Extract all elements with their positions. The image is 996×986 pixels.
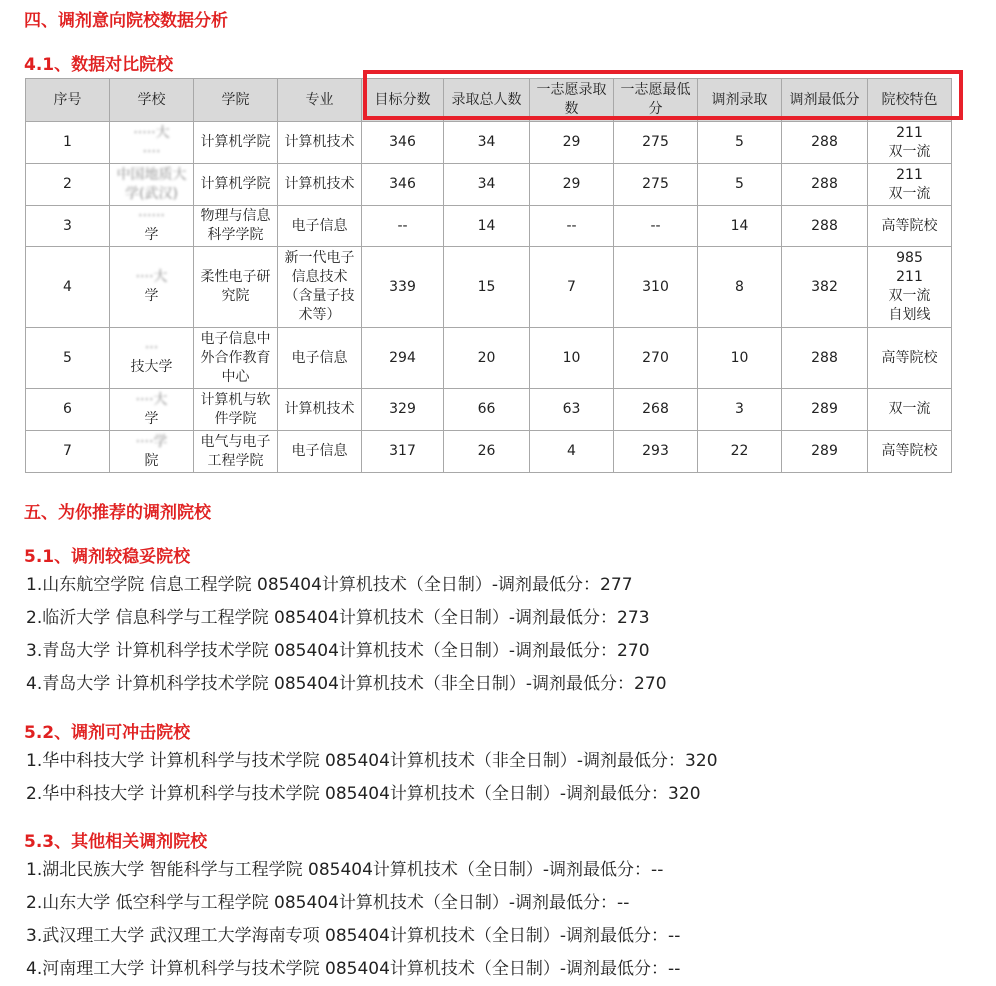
cell-adjust-min: 289 — [782, 389, 868, 431]
cell-no: 3 — [26, 206, 110, 247]
cell-first-min: 293 — [614, 431, 698, 473]
cell-total: 15 — [444, 247, 530, 328]
col-header: 院校特色 — [868, 79, 952, 122]
cell-school: ····大 学 — [110, 247, 194, 328]
table-row — [26, 164, 952, 206]
table-row — [26, 206, 952, 247]
cell-no: 5 — [26, 328, 110, 389]
cell-first: 29 — [530, 122, 614, 164]
table-header-row — [26, 79, 952, 122]
cell-college: 物理与信息科学学院 — [194, 206, 278, 247]
cell-target: 329 — [362, 389, 444, 431]
cell-major: 电子信息 — [278, 431, 362, 473]
cell-first: 29 — [530, 164, 614, 206]
cell-first-min: 268 — [614, 389, 698, 431]
list-item: 2.华中科技大学 计算机科学与技术学院 085404计算机技术（全日制）-调剂最低分：320 — [26, 784, 701, 804]
cell-feature: 高等院校 — [868, 328, 952, 389]
cell-school: 中国地质大 学(武汉) — [110, 164, 194, 206]
cell-first: 10 — [530, 328, 614, 389]
list-item: 4.河南理工大学 计算机科学与技术学院 085404计算机技术（全日制）-调剂最低分：-- — [26, 959, 681, 979]
col-header: 一志愿录取数 — [530, 79, 614, 122]
cell-major: 电子信息 — [278, 328, 362, 389]
cell-school: ····学 院 — [110, 431, 194, 473]
cell-school: ·····大 ···· — [110, 122, 194, 164]
cell-target: 294 — [362, 328, 444, 389]
cell-total: 34 — [444, 122, 530, 164]
reach-list — [26, 745, 718, 811]
cell-total: 34 — [444, 164, 530, 206]
cell-adjust: 14 — [698, 206, 782, 247]
cell-college: 电气与电子工程学院 — [194, 431, 278, 473]
cell-college: 计算机与软件学院 — [194, 389, 278, 431]
cell-first-min: 270 — [614, 328, 698, 389]
cell-no: 4 — [26, 247, 110, 328]
col-header: 录取总人数 — [444, 79, 530, 122]
col-header: 调剂录取 — [698, 79, 782, 122]
cell-first-min: 310 — [614, 247, 698, 328]
other-list — [26, 854, 680, 986]
cell-feature: 985 211 双一流 自划线 — [868, 247, 952, 328]
cell-no: 7 — [26, 431, 110, 473]
cell-school: ··· 技大学 — [110, 328, 194, 389]
cell-no: 6 — [26, 389, 110, 431]
cell-adjust: 5 — [698, 122, 782, 164]
cell-adjust-min: 288 — [782, 206, 868, 247]
cell-first-min: -- — [614, 206, 698, 247]
table-row — [26, 122, 952, 164]
cell-adjust: 3 — [698, 389, 782, 431]
cell-adjust-min: 289 — [782, 431, 868, 473]
cell-target: 339 — [362, 247, 444, 328]
table-row — [26, 389, 952, 431]
col-header: 序号 — [26, 79, 110, 122]
stable-list — [26, 569, 667, 701]
list-item: 3.青岛大学 计算机科学技术学院 085404计算机技术（全日制）-调剂最低分：270 — [26, 641, 650, 661]
list-item: 1.华中科技大学 计算机科学与技术学院 085404计算机技术（非全日制）-调剂最低分：320 — [26, 751, 718, 771]
cell-first: 63 — [530, 389, 614, 431]
list-item: 3.武汉理工大学 武汉理工大学海南专项 085404计算机技术（全日制）-调剂最低分：-- — [26, 926, 681, 946]
cell-major: 电子信息 — [278, 206, 362, 247]
cell-adjust: 22 — [698, 431, 782, 473]
cell-adjust-min: 288 — [782, 164, 868, 206]
cell-school: ····大 学 — [110, 389, 194, 431]
col-header: 一志愿最低分 — [614, 79, 698, 122]
cell-major: 计算机技术 — [278, 389, 362, 431]
cell-major: 计算机技术 — [278, 164, 362, 206]
col-header: 目标分数 — [362, 79, 444, 122]
col-header: 学院 — [194, 79, 278, 122]
cell-first: -- — [530, 206, 614, 247]
cell-major: 计算机技术 — [278, 122, 362, 164]
cell-feature: 高等院校 — [868, 431, 952, 473]
cell-adjust: 10 — [698, 328, 782, 389]
col-header: 调剂最低分 — [782, 79, 868, 122]
section5-1-title: 5.1、调剂较稳妥院校 — [24, 547, 191, 567]
cell-no: 1 — [26, 122, 110, 164]
cell-college: 计算机学院 — [194, 122, 278, 164]
table-row — [26, 328, 952, 389]
list-item: 2.临沂大学 信息科学与工程学院 085404计算机技术（全日制）-调剂最低分：273 — [26, 608, 650, 628]
cell-target: 346 — [362, 164, 444, 206]
cell-target: 346 — [362, 122, 444, 164]
cell-total: 26 — [444, 431, 530, 473]
cell-target: 317 — [362, 431, 444, 473]
cell-feature: 211 双一流 — [868, 164, 952, 206]
cell-adjust-min: 382 — [782, 247, 868, 328]
cell-adjust-min: 288 — [782, 328, 868, 389]
list-item: 2.山东大学 低空科学与工程学院 085404计算机技术（全日制）-调剂最低分：-- — [26, 893, 630, 913]
cell-major: 新一代电子信息技术（含量子技术等） — [278, 247, 362, 328]
list-item: 1.湖北民族大学 智能科学与工程学院 085404计算机技术（全日制）-调剂最低分：-- — [26, 860, 664, 880]
cell-no: 2 — [26, 164, 110, 206]
cell-first: 7 — [530, 247, 614, 328]
cell-first-min: 275 — [614, 164, 698, 206]
cell-first-min: 275 — [614, 122, 698, 164]
cell-school: ······ 学 — [110, 206, 194, 247]
section4-title: 四、调剂意向院校数据分析 — [24, 11, 228, 31]
section5-title: 五、为你推荐的调剂院校 — [24, 503, 211, 523]
cell-target: -- — [362, 206, 444, 247]
col-header: 专业 — [278, 79, 362, 122]
list-item: 4.青岛大学 计算机科学技术学院 085404计算机技术（非全日制）-调剂最低分：270 — [26, 674, 667, 694]
section4-1-title: 4.1、数据对比院校 — [24, 55, 174, 75]
cell-feature: 高等院校 — [868, 206, 952, 247]
cell-total: 14 — [444, 206, 530, 247]
cell-college: 计算机学院 — [194, 164, 278, 206]
cell-feature: 双一流 — [868, 389, 952, 431]
comparison-table-wrap — [25, 78, 952, 473]
cell-adjust: 8 — [698, 247, 782, 328]
cell-college: 电子信息中外合作教育中心 — [194, 328, 278, 389]
cell-adjust: 5 — [698, 164, 782, 206]
section5-3-title: 5.3、其他相关调剂院校 — [24, 832, 208, 852]
cell-adjust-min: 288 — [782, 122, 868, 164]
section5-2-title: 5.2、调剂可冲击院校 — [24, 723, 191, 743]
cell-college: 柔性电子研究院 — [194, 247, 278, 328]
list-item: 1.山东航空学院 信息工程学院 085404计算机技术（全日制）-调剂最低分：277 — [26, 575, 633, 595]
cell-first: 4 — [530, 431, 614, 473]
cell-total: 66 — [444, 389, 530, 431]
cell-feature: 211 双一流 — [868, 122, 952, 164]
cell-total: 20 — [444, 328, 530, 389]
table-row — [26, 431, 952, 473]
col-header: 学校 — [110, 79, 194, 122]
table-row — [26, 247, 952, 328]
comparison-table — [25, 78, 952, 473]
